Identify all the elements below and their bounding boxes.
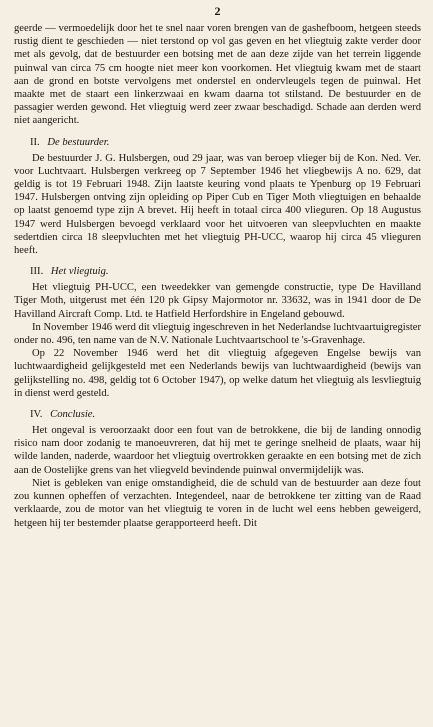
- section-heading-conclusie: [30, 408, 421, 421]
- paragraph: Het ongeval is veroorzaakt door een fout van de betrokkene, die bij de landing onnodig risico nam door zodanig te manoeuvreren, dat hij met te geringe snelheid de plaats, waar hij wilde landen, naderde, waardoor het vliegtuig overtrokken geraakte en een botsing met de zich aan de Oostelijke grens van het vliegveld bevindende puinwal onvermijdelijk was.: [14, 425, 421, 476]
- page-number: 2: [214, 4, 221, 18]
- section-title: De bestuurder.: [47, 136, 110, 148]
- section-title: Conclusie.: [50, 409, 96, 421]
- section-heading-vliegtuig: [30, 265, 421, 278]
- section-heading-bestuurder: [30, 136, 421, 149]
- paragraph: De bestuurder J. G. Hulsbergen, oud 29 jaar, was van beroep vlieger bij de Kon. Ned. Ver. voor Luchtvaart. Hulsbergen verkreeg op 7 September 1946 het vliegbewijs A no. 629, dat geldig is tot 19 Februari 1948. Zijn laatste keuring vond plaats te Ypenburg op 19 Februari 1947. Hulsbergen ontving zijn opleiding op Piper Cub en Tiger Moth vliegtuigen en behaalde op laatst genoemd type zijn A brevet. Hij heeft in totaal circa 400 vlieguren. Op 18 Augustus 1947 werd Hulsbergen bevoegd verklaard voor het uitvoeren van sleepvluchten en maakte sedertdien circa 18 sleepvluchten met het vliegtuig PH-UCC, waarop hij circa 45 vlieguren heeft.: [14, 152, 421, 257]
- section-title: Het vliegtuig.: [50, 266, 109, 278]
- paragraph: Niet is gebleken van enige omstandigheid, die de schuld van de bestuurder aan deze fout zou kunnen opheffen of verzachten. Integendeel, naar de betrokkene ter zitting van de Raad verklaarde, zou de motor van het vliegtuig te voren in de lucht wel eens hebben geweigerd, hetgeen hij ter bestemder plaatse gerapporteerd heeft. Dit: [14, 477, 421, 529]
- paragraph: Op 22 November 1946 werd het dit vliegtuig afgegeven Engelse bewijs van luchtwaardigheid gelijkgesteld met een Nederlands bewijs van luchtwaardigheid (bewijs van gelijkstelling no. 498, geldig tot 6 October 1947), op welke datum het vliegtuig als lesvliegtuig in dienst werd gesteld.: [14, 348, 421, 399]
- paragraph: Het vliegtuig PH-UCC, een tweedekker van gemengde constructie, type De Havilland Tiger Moth, uitgerust met één 120 pk Gipsy Majormotor nr. 33632, was in 1941 door de De Havilland Aircraft Comp. Ltd. te Hatfield Herfordshire in Engeland gebouwd.: [14, 282, 421, 320]
- paragraph: In November 1946 werd dit vliegtuig ingeschreven in het Nederlandse luchtvaartuigregister onder no. 496, ten name van de N.V. Nationale Luchtvaartschool te 's-Gravenhage.: [14, 321, 421, 347]
- section-number: II.: [30, 136, 40, 148]
- section-number: III.: [30, 266, 44, 278]
- intro-paragraph: geerde — vermoedelijk door het te snel naar voren brengen van de gashefboom, hetgeen steeds rustig dient te geschieden — niet terstond op vol gas geven en het vliegtuig zakte verder door met als gevolg, dat de bestuurder een botsing met de aan deze zijde van het terrein liggende puinwal van circa 75 cm hoogte niet meer kon voorkomen. Het vliegtuig kwam met de staart aan de grond en botste vervolgens met onderstel en ondervleugels tegen de puinwal. Het maakte met de staart een linkerzwaai en kwam daarna tot stilstand. De bestuurder en de passagier werden gewond. Het vliegtuig werd zeer zwaar beschadigd. Schade aan derden werd niet aangericht.: [14, 23, 421, 127]
- section-number: IV.: [30, 409, 43, 421]
